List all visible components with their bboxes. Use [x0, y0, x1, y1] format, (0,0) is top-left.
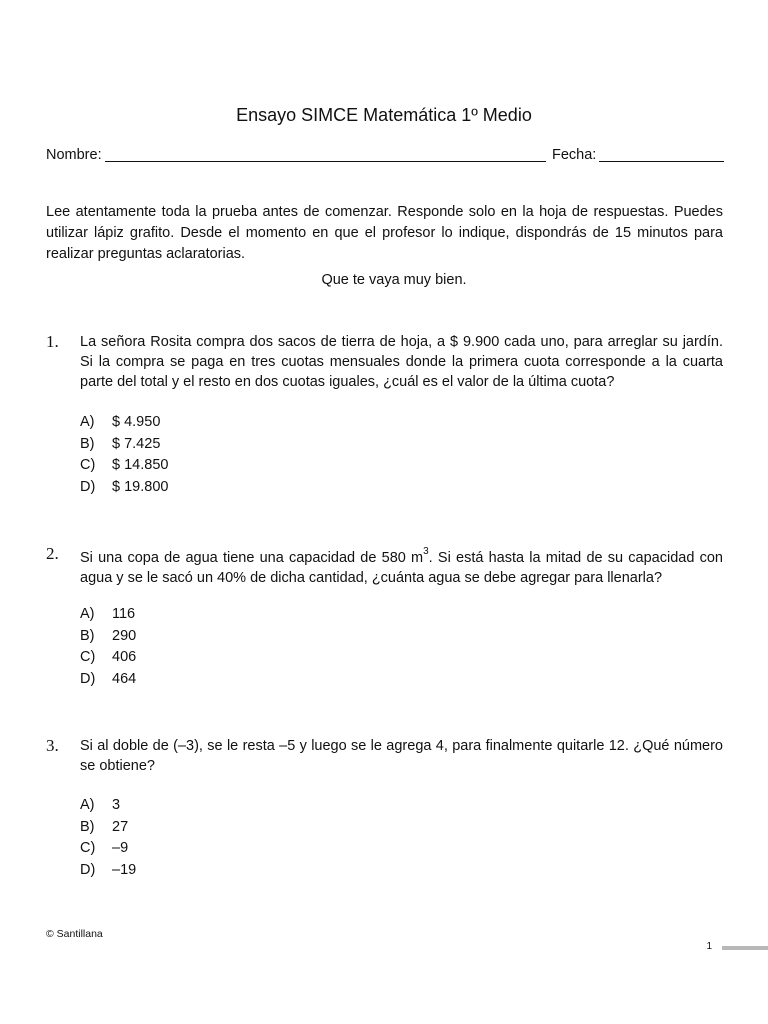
closing-message: Que te vaya muy bien. [321, 272, 467, 288]
option-letter: C) [80, 457, 96, 473]
option-value: 116 [112, 606, 136, 622]
option-d[interactable] [80, 669, 136, 691]
option-value: 27 [112, 818, 129, 835]
option-a[interactable] [80, 412, 168, 434]
answer-options [80, 604, 136, 690]
option-letter: A) [80, 414, 95, 430]
option-value: 406 [112, 649, 137, 665]
option-value: 290 [112, 627, 137, 644]
question-text [80, 544, 723, 588]
option-value: $ 7.425 [112, 435, 161, 452]
option-letter: B) [80, 627, 95, 644]
question-number: 3. [46, 736, 59, 755]
option-letter: D) [80, 670, 96, 687]
question-text: La señora Rosita compra dos sacos de tierra de hoja, a $ 9.900 cada uno, para arreglar su jardín. Si la compra se paga en tres cuotas mensuales donde la primera cuota corresponde a la cuarta parte del total y el resto en dos cuotas iguales, ¿cuál es el valor de la última cuota? [80, 334, 723, 390]
option-value: $ 19.800 [112, 478, 169, 495]
copyright-notice: © Santillana [46, 928, 103, 940]
option-b[interactable] [80, 434, 168, 456]
question-number: 1. [46, 332, 59, 351]
option-letter: B) [80, 435, 95, 452]
question-text-part: . Si está hasta la mitad de su capacidad con agua y se le sacó un 40% de dicha cantidad, ¿cuánta agua se debe agregar para llenarla? [80, 549, 723, 586]
option-value: –19 [112, 861, 137, 878]
name-blank-line[interactable] [105, 161, 546, 162]
option-letter: C) [80, 840, 96, 856]
instructions-paragraph: Lee atentamente toda la prueba antes de comenzar. Responde solo en la hoja de respuestas. Puedes utilizar lápiz grafito. Desde el momento en que el profesor lo indique, dispondrás de 15 minutos para realizar preguntas aclaratorias. [46, 204, 723, 262]
option-c[interactable] [80, 838, 136, 860]
option-c[interactable] [80, 647, 136, 669]
question-text: Si al doble de (–3), se le resta –5 y luego se le agrega 4, para finalmente quitarle 12. ¿Qué número se obtiene? [80, 738, 723, 774]
answer-options [80, 412, 168, 498]
question-number: 2. [46, 544, 59, 563]
name-label: Nombre: [46, 147, 102, 163]
page-title: Ensayo SIMCE Matemática 1º Medio [236, 105, 532, 125]
option-c[interactable] [80, 455, 168, 477]
question-text-part: Si una copa de agua tiene una capacidad de 580 m [80, 549, 424, 566]
option-value: $ 14.850 [112, 457, 169, 473]
option-value: $ 4.950 [112, 414, 161, 430]
date-blank-line[interactable] [599, 161, 724, 162]
option-value: 464 [112, 670, 137, 687]
option-d[interactable] [80, 860, 136, 882]
option-b[interactable] [80, 626, 136, 648]
option-letter: D) [80, 861, 96, 878]
exponent: 3 [423, 546, 429, 557]
option-value: –9 [112, 840, 129, 856]
option-letter: A) [80, 606, 95, 622]
option-letter: D) [80, 478, 96, 495]
option-b[interactable] [80, 817, 136, 839]
date-label: Fecha: [552, 147, 597, 163]
option-letter: A) [80, 797, 95, 813]
option-value: 3 [112, 797, 121, 813]
option-a[interactable] [80, 604, 136, 626]
option-d[interactable] [80, 477, 168, 499]
page-marker-bar [722, 946, 768, 950]
answer-options [80, 795, 136, 881]
option-letter: B) [80, 818, 95, 835]
option-a[interactable] [80, 795, 136, 817]
student-info-row [46, 146, 724, 166]
page-number: 1 [706, 941, 712, 952]
option-letter: C) [80, 649, 96, 665]
